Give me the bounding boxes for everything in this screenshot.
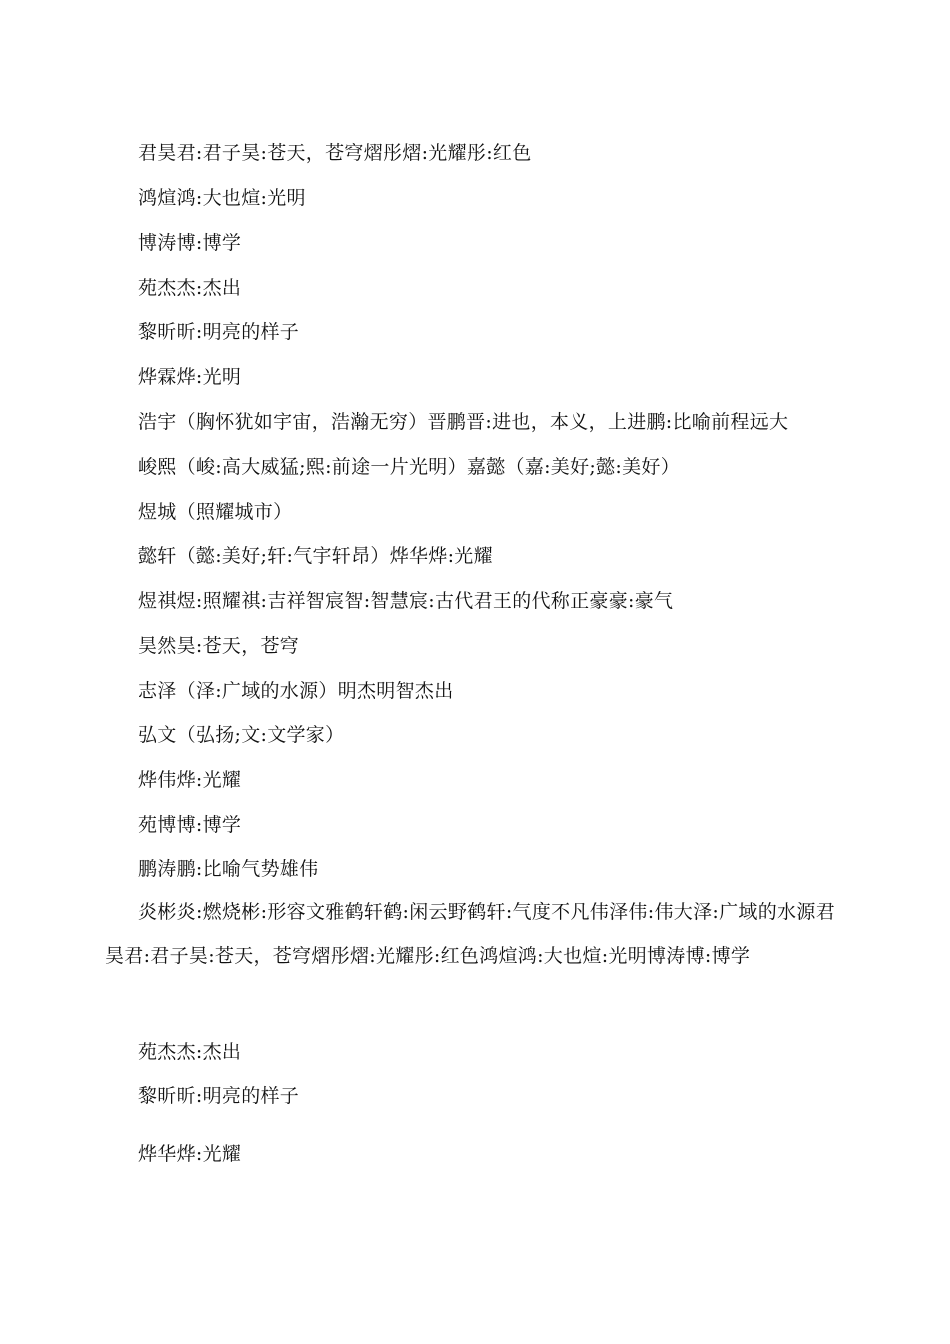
text-line: 昊然昊:苍天，苍穹 bbox=[138, 635, 300, 657]
text-line: 黎昕昕:明亮的样子 bbox=[138, 321, 300, 343]
text-line: 烨霖烨:光明 bbox=[138, 366, 242, 388]
text-line: 苑博博:博学 bbox=[138, 814, 242, 836]
text-line: 烨伟烨:光耀 bbox=[138, 769, 242, 791]
text-line: 志泽（泽:广域的水源）明杰明智杰出 bbox=[138, 680, 454, 702]
text-line: 煜城（照耀城市） bbox=[138, 501, 293, 523]
text-line: 烨华烨:光耀 bbox=[138, 1143, 242, 1165]
text-line: 鸿煊鸿:大也煊:光明 bbox=[138, 187, 306, 209]
text-line: 弘文（弘扬;文:文学家） bbox=[138, 724, 345, 746]
text-line: 黎昕昕:明亮的样子 bbox=[138, 1085, 300, 1107]
text-line: 浩宇（胸怀犹如宇宙，浩瀚无穷）晋鹏晋:进也，本义，上进鹏:比喻前程远大 bbox=[138, 411, 789, 433]
text-line: 苑杰杰:杰出 bbox=[138, 1041, 242, 1063]
text-line: 苑杰杰:杰出 bbox=[138, 277, 242, 299]
text-line: 峻熙（峻:高大威猛;熙:前途一片光明）嘉懿（嘉:美好;懿:美好） bbox=[138, 456, 681, 478]
text-line: 君昊君:君子昊:苍天，苍穹熠彤熠:光耀彤:红色 bbox=[138, 142, 532, 164]
text-line: 懿轩（懿:美好;轩:气宇轩昂）烨华烨:光耀 bbox=[138, 545, 493, 567]
text-line: 煜祺煜:照耀祺:吉祥智宸智:智慧宸:古代君王的代称正豪豪:豪气 bbox=[138, 590, 674, 612]
text-line: 鹏涛鹏:比喻气势雄伟 bbox=[138, 858, 319, 880]
text-paragraph: 炎彬炎:燃烧彬:形容文雅鹤轩鹤:闲云野鹤轩:气度不凡伟泽伟:伟大泽:广域的水源君昊君:君子昊:苍天，苍穹熠彤熠:光耀彤:红色鸿煊鸿:大也煊:光明博涛博:博学 bbox=[105, 901, 835, 967]
text-line: 博涛博:博学 bbox=[138, 232, 242, 254]
